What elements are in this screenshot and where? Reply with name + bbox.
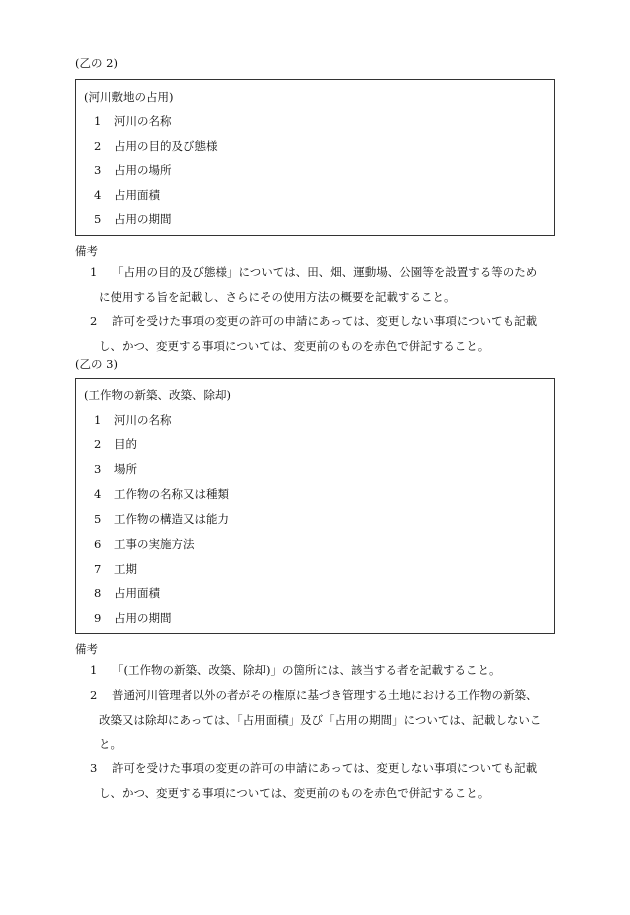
section3-box-title: (工作物の新築、改築、除却) xyxy=(84,388,231,402)
section3-note-2: 2 普通河川管理者以外の者がその権原に基づき管理する土地における工作物の新築、 改築又は除却にあっては、「占用面積」及び「占用の期間」については、記載しないこ と。 xyxy=(90,688,542,751)
section2-item: 1 河川の名称 xyxy=(94,114,172,128)
section3-item: 1 河川の名称 xyxy=(94,413,172,427)
section2-item: 4 占用面積 xyxy=(94,188,160,202)
section2-note-1: 1 「占用の目的及び態様」については、田、畑、運動場、公園等を設置する等のため に使用する旨を記載し、さらにその使用方法の概要を記載すること。 xyxy=(90,265,538,304)
section3-item: 9 占用の期間 xyxy=(94,611,172,625)
section3-item: 4 工作物の名称又は種類 xyxy=(94,487,229,501)
section2-box xyxy=(75,79,555,236)
section3-box xyxy=(75,378,555,634)
section3-notes-label: 備考 xyxy=(75,642,98,656)
section3-item: 8 占用面積 xyxy=(94,586,160,600)
section2-item: 3 占用の場所 xyxy=(94,163,172,177)
section3-item: 2 目的 xyxy=(94,437,137,451)
section3-heading: (乙の 3) xyxy=(75,357,118,371)
section2-note-2: 2 許可を受けた事項の変更の許可の申請にあっては、変更しない事項についても記載 し、かつ、変更する事項については、変更前のものを赤色で併記すること。 xyxy=(90,314,538,353)
section3-item: 5 工作物の構造又は能力 xyxy=(94,512,229,526)
section3-note-1: 1 「(工作物の新築、改築、除却)」の箇所には、該当する者を記載すること。 xyxy=(90,663,501,677)
section2-heading: (乙の 2) xyxy=(75,56,118,70)
section2-item: 2 占用の目的及び態様 xyxy=(94,139,218,153)
section2-notes-label: 備考 xyxy=(75,244,98,258)
section3-note-3: 3 許可を受けた事項の変更の許可の申請にあっては、変更しない事項についても記載 し、かつ、変更する事項については、変更前のものを赤色で併記すること。 xyxy=(90,761,538,800)
section3-item: 7 工期 xyxy=(94,562,137,576)
section3-item: 6 工事の実施方法 xyxy=(94,537,195,551)
section2-box-title: (河川敷地の占用) xyxy=(84,90,174,104)
section3-item: 3 場所 xyxy=(94,462,137,476)
section2-item: 5 占用の期間 xyxy=(94,212,172,226)
